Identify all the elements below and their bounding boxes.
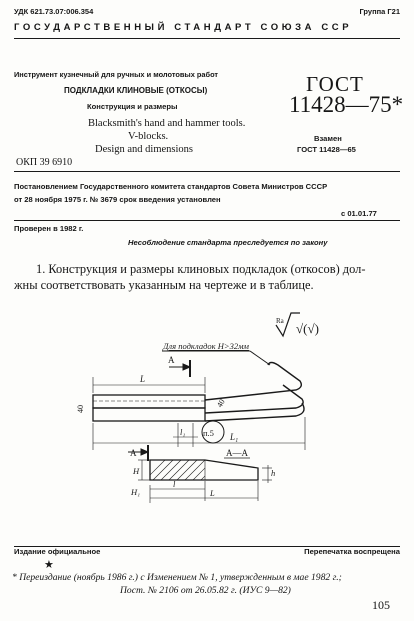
replaces-value: ГОСТ 11428—65 [297,145,356,154]
dim-L1-label: L₁ [230,432,239,442]
dim-H1-label: H₁ [131,487,141,497]
dim-l-label: l [173,479,176,489]
dim-L-bottom-label: L [210,488,215,498]
section-a-left: А [130,448,137,458]
group-code: Группа Г21 [359,7,400,16]
english-title-3: Design and dimensions [95,144,193,155]
effective-date: с 01.01.77 [341,209,377,218]
dim-h-label: h [271,468,276,478]
reissue-note-1: * Переиздание (ноябрь 1986 г.) с Изменением № 1, утвержденным в мае 1982 г.; [12,572,342,583]
dim-l1-label: l₁ [180,427,186,437]
title-line-1: Инструмент кузнечный для ручных и молотовых работ [14,70,219,79]
title-rule [14,171,400,172]
detail-label: п.5 [203,428,214,438]
replaces-label: Взамен [314,134,342,143]
decree-line-2: от 28 ноября 1975 г. № 3679 срок введения установлен [14,195,221,204]
reprint-forbidden: Перепечатка воспрещена [304,547,400,556]
english-title-1: Blacksmith's hand and hammer tools. [88,118,246,129]
star-mark: ★ [44,559,54,571]
okp-code: ОКП 39 6910 [16,157,73,168]
gost-label: ГОСТ [306,72,364,96]
english-title-2: V-blocks. [128,131,169,142]
decree-line-1: Постановлением Государственного комитета стандартов Совета Министров СССР [14,182,328,191]
page-number: 105 [372,598,390,612]
paragraph-1-line-1: 1. Конструкция и размеры клиновых подкладок (откосов) дол- [36,262,366,276]
roughness-paren: √(√) [296,321,319,336]
official-edition: Издание официальное [14,547,101,556]
legal-warning: Несоблюдение стандарта преследуется по закону [128,238,328,247]
checked-year: Проверен в 1982 г. [14,224,84,233]
paragraph-1-line-2: жны соответствовать указанным на чертеже и в таблице. [14,278,314,292]
reissue-note-2: Пост. № 2106 от 26.05.82 г. (ИУС 9—82) [120,585,291,596]
dim-40-left: 40 [76,405,85,413]
decree-rule [14,220,400,221]
technical-drawing [0,305,414,535]
title-line-3: Конструкция и размеры [87,102,178,111]
standard-banner: ГОСУДАРСТВЕННЫЙ СТАНДАРТ СОЮЗА ССР [14,22,353,33]
dim-40-right: 40 [214,397,227,409]
section-aa-label: А—А [226,448,248,458]
udk-code: УДК 621.73.07:006.354 [14,7,94,16]
roughness-value: Ra [276,317,284,325]
drawing-note: Для подкладок H>32мм [163,341,249,351]
section-a-top: А [168,355,175,365]
dim-L-label: L [140,374,146,384]
dim-H-label: H [133,466,140,476]
title-line-2: ПОДКЛАДКИ КЛИНОВЫЕ (ОТКОСЫ) [64,86,208,95]
top-rule [14,38,400,39]
gost-number: 11428—75* [289,92,404,117]
